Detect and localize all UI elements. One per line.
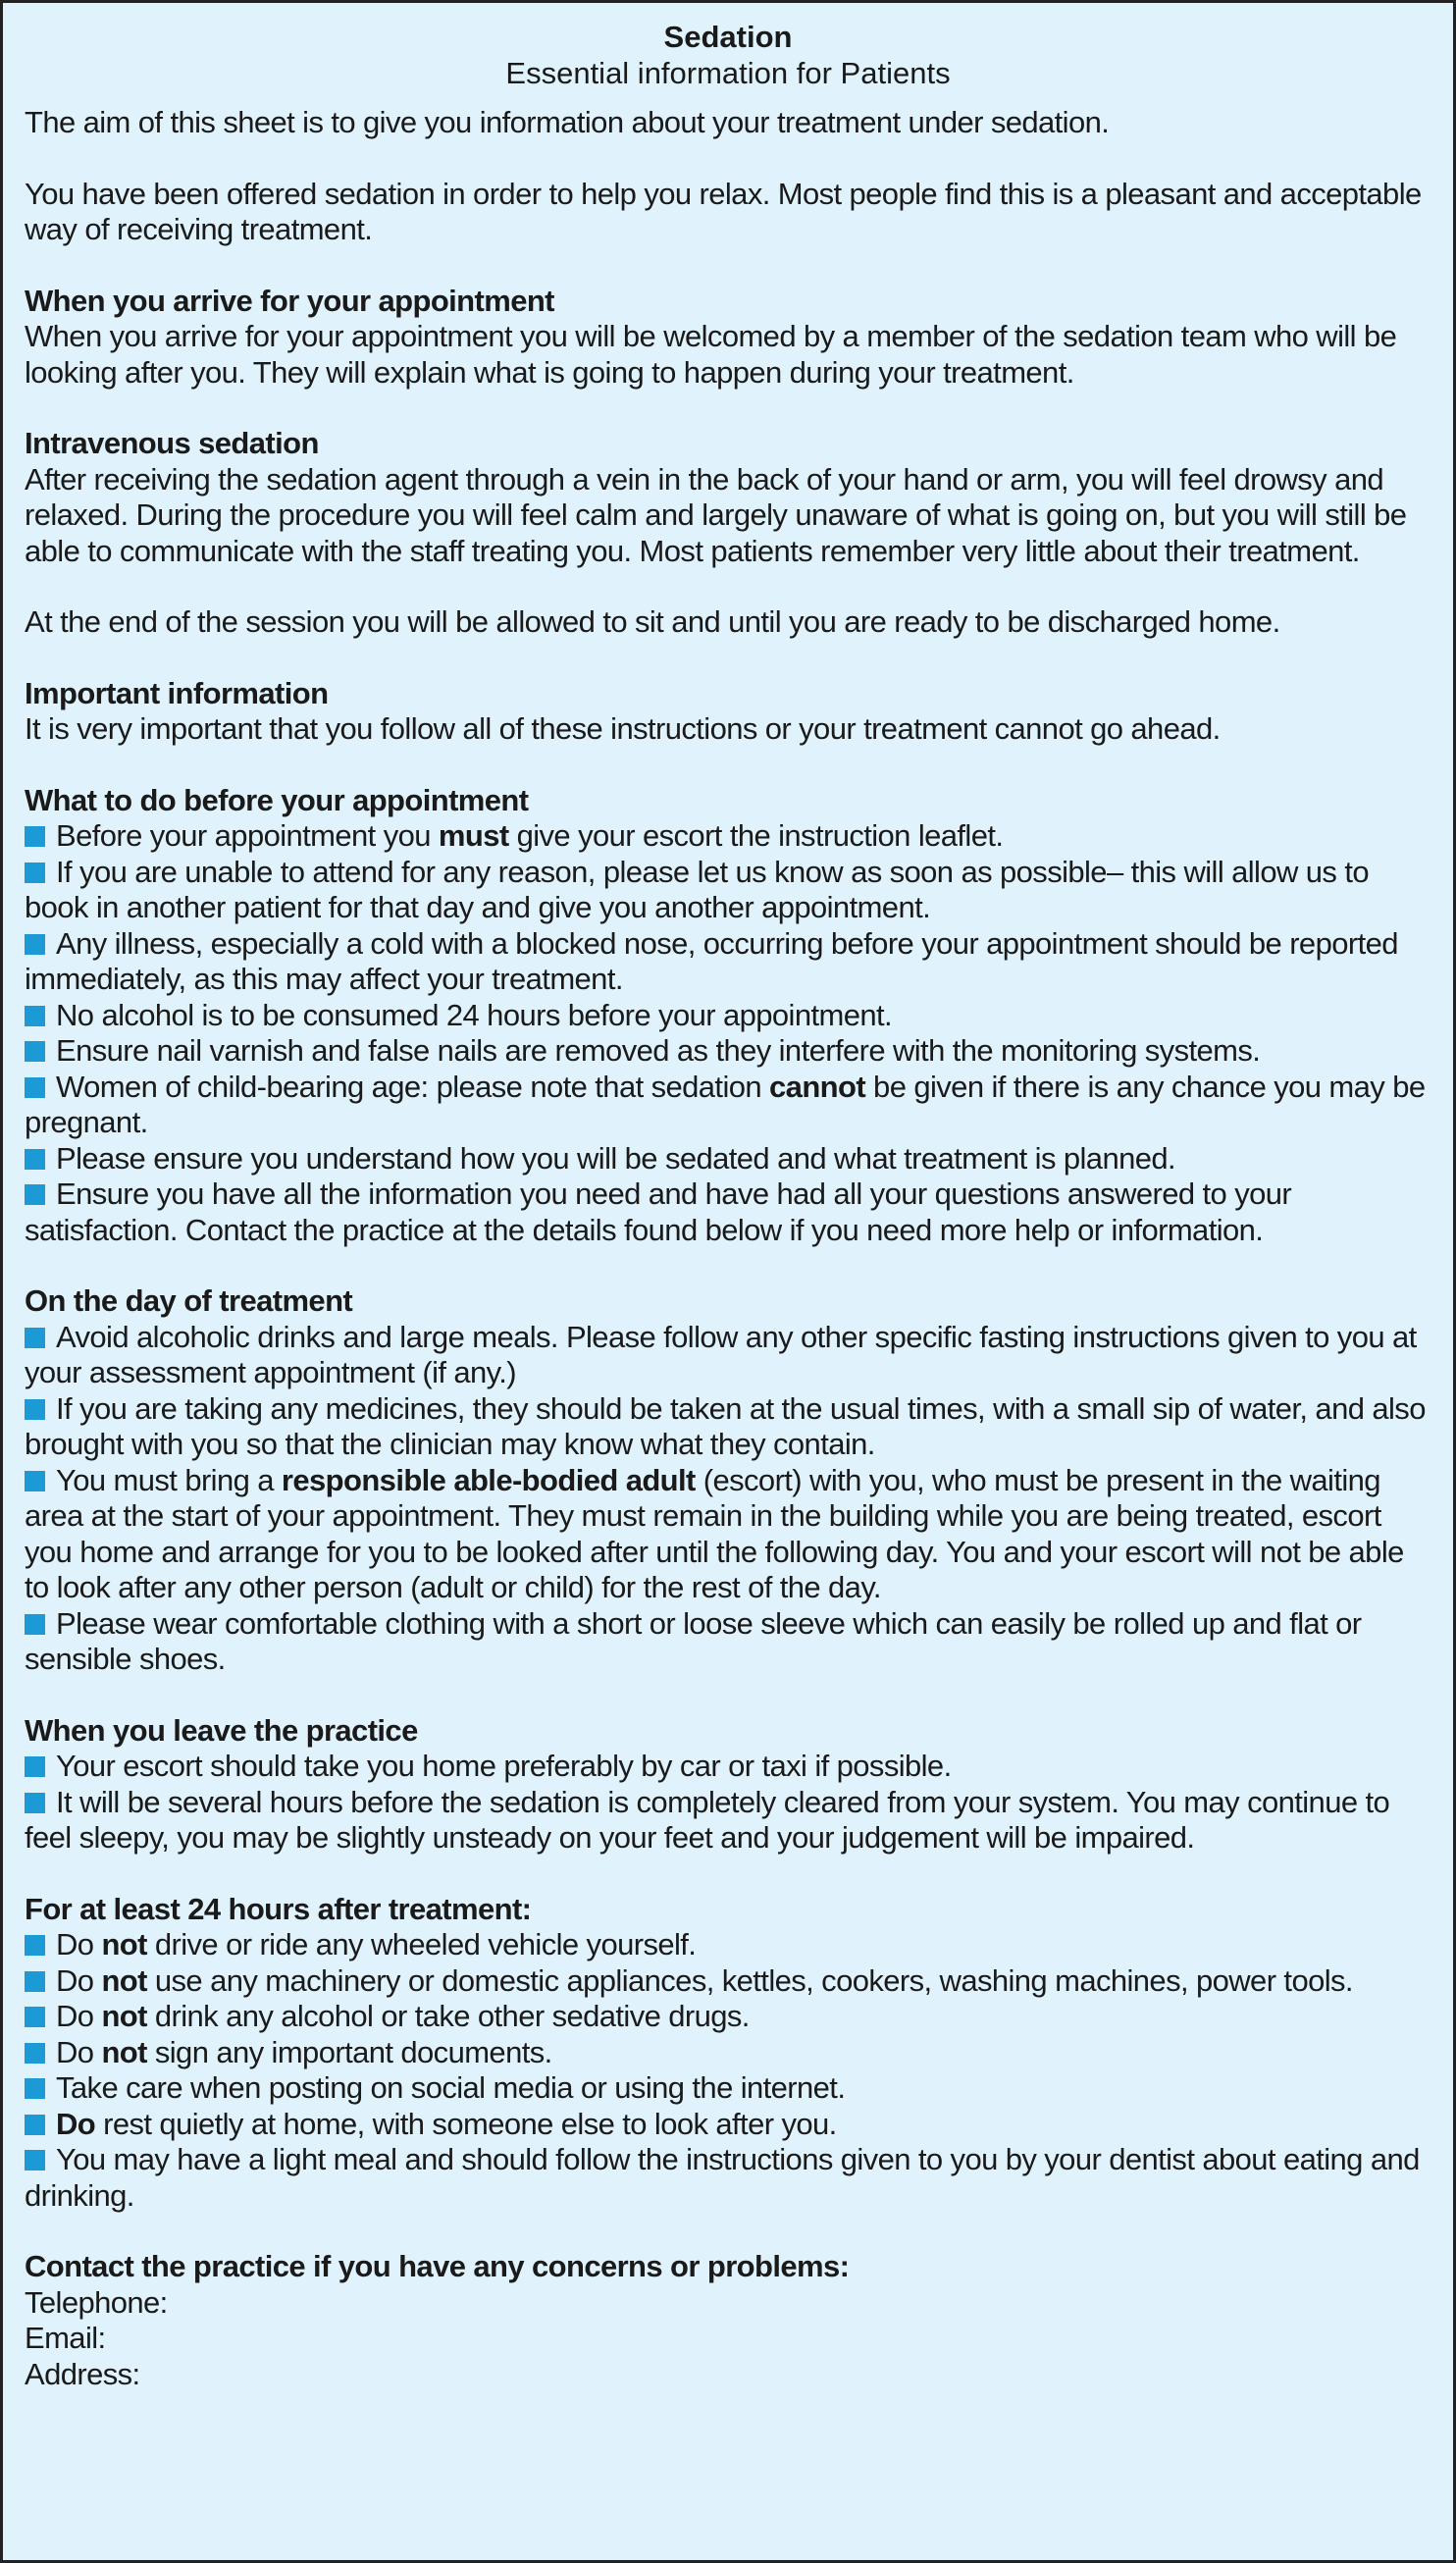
square-bullet-icon bbox=[25, 1793, 45, 1813]
contact-email-label: Email: bbox=[25, 2321, 106, 2355]
square-bullet-icon bbox=[25, 1149, 45, 1170]
square-bullet-icon bbox=[25, 863, 45, 883]
emphasis-text: not bbox=[101, 2034, 147, 2069]
square-bullet-icon bbox=[25, 1077, 45, 1098]
list-item bbox=[25, 1033, 1431, 1070]
list-item bbox=[25, 2142, 1431, 2214]
section-after-treatment bbox=[25, 1892, 1431, 2215]
section-heading-leave: When you leave the practice bbox=[25, 1712, 418, 1748]
list-item bbox=[25, 1177, 1431, 1248]
item-text: If you are taking any medicines, they should be taken at the usual times, with a small sip of water, and also brought with you so that the clinician may know what they contain. bbox=[25, 1390, 1426, 1461]
section-heading-important: Important information bbox=[25, 675, 329, 710]
sheet-subtitle: Essential information for Patients bbox=[505, 56, 951, 90]
leave-list bbox=[25, 1749, 1431, 1857]
section-heading-day: On the day of treatment bbox=[25, 1283, 353, 1318]
section-day-of-treatment bbox=[25, 1283, 1431, 1678]
square-bullet-icon bbox=[25, 1006, 45, 1026]
section-arrival bbox=[25, 284, 1431, 392]
square-bullet-icon bbox=[25, 1184, 45, 1205]
square-bullet-icon bbox=[25, 1041, 45, 1062]
contact-address-label: Address: bbox=[25, 2356, 140, 2391]
item-text: rest quietly at home, with someone else to look after you. bbox=[95, 2106, 837, 2141]
section-heading-intravenous: Intravenous sedation bbox=[25, 426, 319, 460]
emphasis-text: must bbox=[438, 818, 509, 853]
emphasis-text: not bbox=[101, 1927, 147, 1961]
list-item bbox=[25, 1141, 1431, 1177]
intravenous-text: After receiving the sedation agent through a vein in the back of your hand or arm, you will feel drowsy and relaxed. During the procedure you will feel calm and largely unaware of what is going on, but you will still be able to communicate with the staff treating you. Most patients remember very little about their treatment. bbox=[25, 461, 1407, 568]
section-before-appointment bbox=[25, 783, 1431, 1249]
emphasis-text: responsible able-bodied adult bbox=[281, 1462, 696, 1497]
contact-telephone-label: Telephone: bbox=[25, 2284, 168, 2320]
important-text: It is very important that you follow all of these instructions or your treatment cannot go ahead. bbox=[25, 711, 1221, 746]
item-text: If you are unable to attend for any reason, please let us know as soon as possible– this will allow us to book in another patient for that day and give you another appointment. bbox=[25, 854, 1369, 924]
item-text: Avoid alcoholic drinks and large meals. Please follow any other specific fasting instructions given to you at your assessment appointment (if any.) bbox=[25, 1319, 1417, 1389]
item-text: drink any alcohol or take other sedative drugs. bbox=[146, 1999, 750, 2033]
arrival-text: When you arrive for your appointment you will be welcomed by a member of the sedation team who will be looking after you. They will explain what is going to happen during your treatment. bbox=[25, 319, 1397, 390]
item-text: You may have a light meal and should follow the instructions given to you by your dentist about eating and drinking. bbox=[25, 2142, 1420, 2213]
list-item bbox=[25, 1391, 1431, 1463]
day-list bbox=[25, 1320, 1431, 1678]
square-bullet-icon bbox=[25, 1935, 45, 1956]
item-text: give your escort the instruction leaflet. bbox=[508, 818, 1004, 853]
item-text: Please ensure you understand how you will be sedated and what treatment is planned. bbox=[56, 1140, 1176, 1176]
section-heading-after: For at least 24 hours after treatment: bbox=[25, 1891, 532, 1926]
square-bullet-icon bbox=[25, 1399, 45, 1420]
intro-offer: You have been offered sedation in order to help you relax. Most people find this is a pleasant and acceptable way of receiving treatment. bbox=[25, 176, 1422, 246]
item-text: Take care when posting on social media or using the internet. bbox=[56, 2070, 846, 2105]
square-bullet-icon bbox=[25, 1971, 45, 1992]
item-text: It will be several hours before the sedation is completely cleared from your system. You may continue to feel sleepy, you may be slightly unsteady on your feet and your judgement will be impaired. bbox=[25, 1784, 1390, 1855]
list-item bbox=[25, 998, 1431, 1034]
square-bullet-icon bbox=[25, 1614, 45, 1635]
item-text: use any machinery or domestic appliances, kettles, cookers, washing machines, power tools. bbox=[146, 1962, 1353, 1998]
emphasis-text: not bbox=[101, 1962, 147, 1998]
section-heading-contact: Contact the practice if you have any concerns or problems: bbox=[25, 2249, 850, 2283]
section-contact bbox=[25, 2249, 1431, 2392]
list-item bbox=[25, 1606, 1431, 1678]
square-bullet-icon bbox=[25, 2043, 45, 2064]
list-item bbox=[25, 855, 1431, 926]
emphasis-text: not bbox=[101, 1999, 147, 2033]
section-leaving bbox=[25, 1713, 1431, 1857]
section-important bbox=[25, 676, 1431, 748]
list-item bbox=[25, 1749, 1431, 1785]
list-item bbox=[25, 926, 1431, 998]
list-item bbox=[25, 2035, 1431, 2071]
square-bullet-icon bbox=[25, 934, 45, 955]
list-item bbox=[25, 2070, 1431, 2107]
square-bullet-icon bbox=[25, 2150, 45, 2171]
item-text: sign any important documents. bbox=[146, 2034, 552, 2069]
list-item bbox=[25, 1963, 1431, 2000]
list-item bbox=[25, 1927, 1431, 1963]
item-text: Ensure you have all the information you need and have had all your questions answered to your satisfaction. Contact the practice at the details found below if you need more help or information. bbox=[25, 1177, 1292, 1247]
item-text: Do bbox=[56, 1999, 102, 2033]
item-text: Your escort should take you home preferably by car or taxi if possible. bbox=[56, 1749, 952, 1783]
square-bullet-icon bbox=[25, 826, 45, 847]
item-text: be given if there is any chance you may be pregnant. bbox=[25, 1069, 1426, 1139]
item-text: drive or ride any wheeled vehicle yourself. bbox=[146, 1927, 697, 1961]
square-bullet-icon bbox=[25, 1328, 45, 1348]
item-text: Ensure nail varnish and false nails are removed as they interfere with the monitoring systems. bbox=[56, 1033, 1261, 1068]
list-item bbox=[25, 1320, 1431, 1391]
item-text: You must bring a bbox=[56, 1462, 282, 1497]
item-text: Women of child-bearing age: please note that sedation bbox=[56, 1069, 770, 1104]
item-text: Before your appointment you bbox=[56, 818, 439, 853]
item-text: No alcohol is to be consumed 24 hours before your appointment. bbox=[56, 997, 893, 1032]
item-text: Do bbox=[56, 1927, 102, 1961]
sheet-title: Sedation bbox=[663, 20, 793, 54]
list-item bbox=[25, 2107, 1431, 2143]
square-bullet-icon bbox=[25, 1471, 45, 1491]
item-text: Do bbox=[56, 2034, 102, 2069]
list-item bbox=[25, 1785, 1431, 1857]
item-text: Any illness, especially a cold with a blocked nose, occurring before your appointment should be reported immediately, as this may affect your treatment. bbox=[25, 925, 1398, 996]
item-text: Please wear comfortable clothing with a short or loose sleeve which can easily be rolled up and flat or sensible shoes. bbox=[25, 1605, 1362, 1676]
square-bullet-icon bbox=[25, 2078, 45, 2099]
item-text: (escort) with you, who must be present in the waiting area at the start of your appointment. They must remain in the building while you are being treated, escort you home and arrange for you to be looked after until the following day. You and your escort will not be able to look after any other person (adult or child) for the rest of the day. bbox=[25, 1462, 1404, 1604]
emphasis-text: cannot bbox=[769, 1069, 866, 1104]
item-text: Do bbox=[56, 1962, 102, 1998]
section-intravenous bbox=[25, 426, 1431, 569]
intro-aim: The aim of this sheet is to give you information about your treatment under sedation. bbox=[25, 105, 1110, 139]
section-heading-before: What to do before your appointment bbox=[25, 782, 529, 817]
list-item bbox=[25, 1999, 1431, 2035]
end-of-session-text: At the end of the session you will be allowed to sit and until you are ready to be discharged home. bbox=[25, 604, 1280, 639]
emphasis-text: Do bbox=[56, 2106, 96, 2141]
list-item bbox=[25, 1070, 1431, 1141]
list-item bbox=[25, 1463, 1431, 1606]
before-list bbox=[25, 818, 1431, 1248]
square-bullet-icon bbox=[25, 1756, 45, 1777]
square-bullet-icon bbox=[25, 2007, 45, 2027]
list-item bbox=[25, 818, 1431, 855]
section-heading-arrival: When you arrive for your appointment bbox=[25, 283, 554, 318]
square-bullet-icon bbox=[25, 2115, 45, 2135]
after-list bbox=[25, 1927, 1431, 2214]
